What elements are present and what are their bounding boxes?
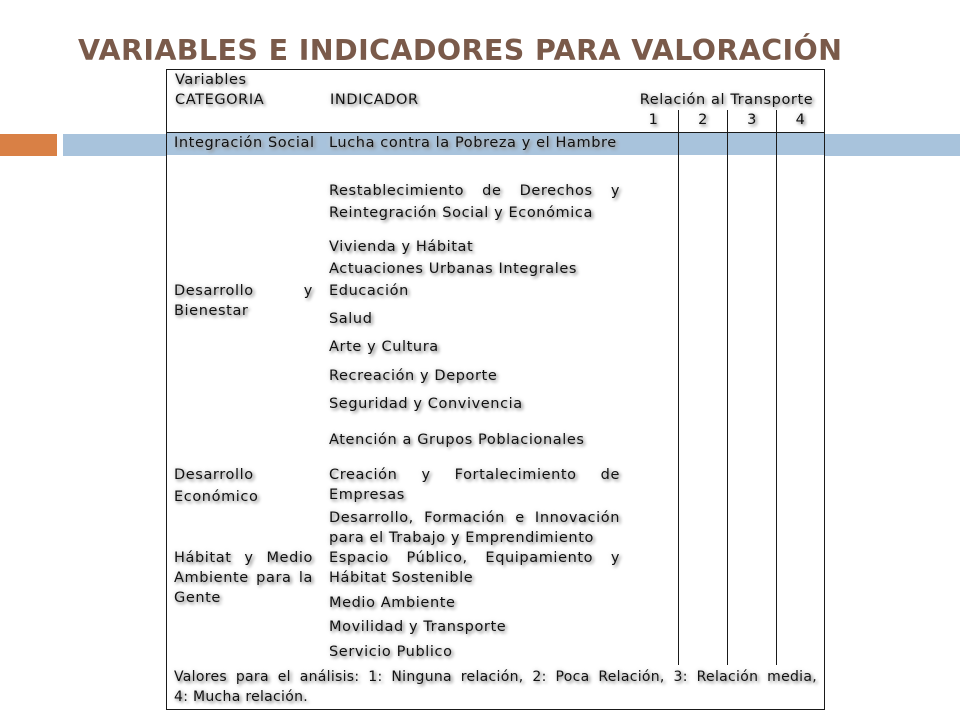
category-label-line: Desarrollo y (174, 283, 313, 299)
indicator-espacio (329, 548, 620, 588)
indicator-line: Creación y Fortalecimiento de (329, 467, 620, 483)
rating-cell (727, 392, 777, 428)
header-indicador-label: INDICADOR (330, 92, 419, 108)
rating-cell (629, 427, 679, 547)
rating-cell (678, 364, 728, 393)
rating-cell (776, 615, 825, 666)
rating-cell (776, 307, 825, 365)
rating-cell (678, 615, 728, 666)
indicator-restablecimiento (329, 181, 620, 223)
rating-cell (629, 279, 679, 308)
category-label-desarrollo-economico (174, 465, 313, 507)
rating-cell (727, 590, 777, 616)
category-label-line: Gente (174, 590, 221, 606)
indicator-actuaciones: Actuaciones Urbanas Integrales (329, 261, 578, 277)
indicator-medio-ambiente: Medio Ambiente (329, 595, 456, 611)
rating-cell (629, 590, 679, 616)
rating-cell (776, 279, 825, 308)
indicator-creacion (329, 465, 620, 505)
indicator-arte: Arte y Cultura (329, 339, 439, 355)
rating-cell (776, 364, 825, 393)
rating-cell (629, 235, 679, 259)
indicator-educacion: Educación (329, 283, 409, 299)
rating-cell (678, 590, 728, 616)
rating-cell (776, 590, 825, 616)
category-label-line: Hábitat y Medio (174, 550, 313, 566)
footer-line: 4: Mucha relación. (174, 689, 309, 705)
indicator-line: Restablecimiento de Derechos y (329, 183, 620, 199)
indicator-desarrollo-formacion (329, 508, 620, 548)
rating-cell (629, 307, 679, 365)
rating-cell (629, 615, 679, 666)
rating-cell (678, 392, 728, 428)
rating-cell (678, 279, 728, 308)
rating-cell (776, 392, 825, 428)
rating-cell (727, 546, 777, 591)
rating-cell (727, 258, 777, 280)
category-label-line: Ambiente para la (174, 570, 313, 586)
rating-cell (727, 132, 777, 156)
category-label-line: Económico (174, 489, 259, 505)
rating-cell (629, 364, 679, 393)
rating-cell (776, 235, 825, 259)
category-label-habitat (174, 548, 313, 608)
header-categoria-label: CATEGORIA (175, 92, 265, 108)
scale-3 (727, 110, 777, 133)
indicator-line: Reintegración Social y Económica (329, 205, 593, 221)
rating-cell (678, 427, 728, 547)
rating-cell (629, 258, 679, 280)
category-label-integracion: Integración Social (174, 135, 315, 151)
header-indicador (320, 89, 630, 133)
indicator-atencion: Atención a Grupos Poblacionales (329, 432, 585, 448)
header-relacion-label: Relación al Transporte (639, 92, 814, 108)
rating-cell (678, 546, 728, 591)
scale-1-label: 1 (648, 112, 659, 128)
indicator-line: Espacio Público, Equipamiento y (329, 550, 620, 566)
rating-cell (776, 258, 825, 280)
header-variables-label: Variables (175, 72, 247, 88)
indicator-servicio: Servicio Publico (329, 644, 453, 660)
page-title: VARIABLES E INDICADORES PARA VALORACIÓN (78, 34, 843, 67)
rating-cell (678, 258, 728, 280)
rating-cell (678, 132, 728, 156)
accent-bar-orange (0, 134, 57, 156)
rating-cell (727, 364, 777, 393)
category-label-line: Desarrollo (174, 467, 254, 483)
rating-cell (629, 132, 679, 156)
indicator-lucha: Lucha contra la Pobreza y el Hambre (329, 135, 617, 151)
footer-line: Valores para el análisis: 1: Ninguna relación, 2: Poca Relación, 3: Relación media, (174, 669, 817, 685)
indicator-movilidad: Movilidad y Transporte (329, 619, 507, 635)
rating-cell (727, 235, 777, 259)
rating-cell (776, 132, 825, 156)
indicator-salud: Salud (329, 311, 373, 327)
rating-cell (629, 155, 679, 236)
indicator-line: Desarrollo, Formación e Innovación (329, 510, 620, 526)
rating-cell (727, 155, 777, 236)
footer-legend-text (174, 667, 817, 707)
scale-4 (776, 110, 825, 133)
rating-cell (776, 427, 825, 547)
rating-cell (727, 279, 777, 308)
category-label-line: Bienestar (174, 303, 249, 319)
rating-cell (727, 615, 777, 666)
scale-1 (629, 110, 679, 133)
category-integracion-social-body (166, 155, 321, 280)
header-variables (166, 69, 825, 90)
rating-cell (727, 427, 777, 547)
indicator-line: para el Trabajo y Emprendimiento (329, 530, 594, 546)
rating-cell (629, 546, 679, 591)
scale-2 (678, 110, 728, 133)
scale-4-label: 4 (795, 112, 806, 128)
header-categoria (166, 89, 321, 133)
indicator-line: Empresas (329, 487, 405, 503)
indicator-seguridad: Seguridad y Convivencia (329, 396, 523, 412)
rating-cell (776, 546, 825, 591)
category-label-desarrollo-bienestar (174, 281, 313, 321)
rating-cell (629, 392, 679, 428)
rating-cell (727, 307, 777, 365)
scale-3-label: 3 (747, 112, 757, 128)
header-relacion (629, 89, 825, 111)
indicator-line: Hábitat Sostenible (329, 570, 474, 586)
rating-cell (678, 235, 728, 259)
indicator-vivienda: Vivienda y Hábitat (329, 239, 474, 255)
rating-cell (678, 307, 728, 365)
scale-2-label: 2 (698, 112, 708, 128)
indicator-recreacion: Recreación y Deporte (329, 368, 498, 384)
rating-cell (776, 155, 825, 236)
rating-cell (678, 155, 728, 236)
